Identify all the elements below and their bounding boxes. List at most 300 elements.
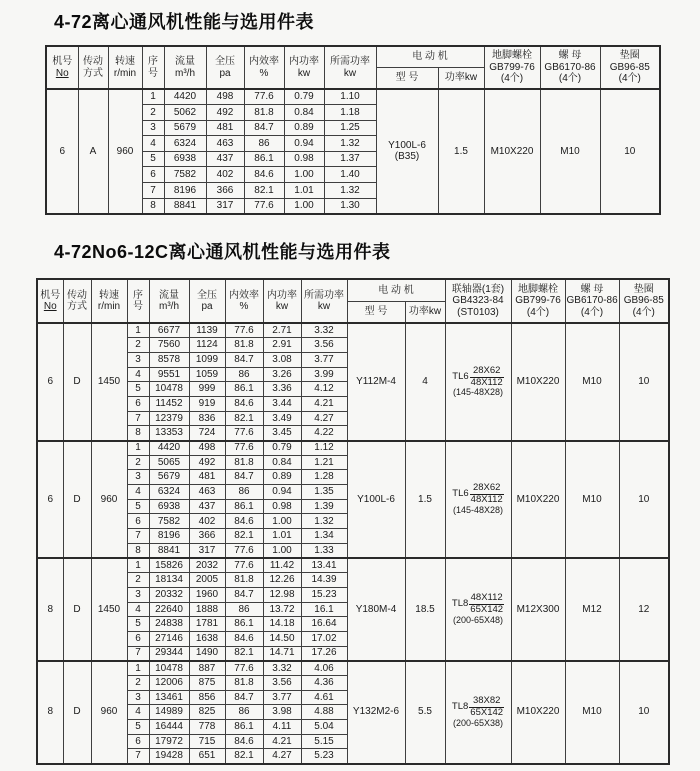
col-header-fan-no: 机号 No [37, 279, 63, 323]
pressure-cell: 1490 [189, 646, 225, 661]
internal-power-cell: 3.36 [263, 382, 301, 397]
washer-cell: 10 [600, 89, 660, 214]
required-power-cell: 15.23 [301, 587, 347, 602]
required-power-cell: 4.27 [301, 411, 347, 426]
required-power-cell: 3.99 [301, 367, 347, 382]
seq-cell: 8 [127, 543, 149, 558]
motor-model-cell: Y180M-4 [347, 558, 405, 661]
col-header-motor-power: 功率kw [405, 301, 445, 323]
seq-cell: 4 [127, 485, 149, 500]
efficiency-cell: 77.6 [244, 198, 284, 214]
col-header-drive: 传动 方式 [63, 279, 91, 323]
seq-cell: 6 [127, 734, 149, 749]
internal-power-cell: 3.32 [263, 661, 301, 676]
flow-cell: 9551 [149, 367, 189, 382]
col-header-anchor-bolt: 地脚螺栓 GB799-76 (4个) [511, 279, 565, 323]
efficiency-cell: 77.6 [244, 89, 284, 105]
required-power-cell: 14.39 [301, 573, 347, 588]
pressure-cell: 492 [206, 105, 244, 121]
flow-cell: 29344 [149, 646, 189, 661]
required-power-cell: 4.12 [301, 382, 347, 397]
pressure-cell: 366 [189, 529, 225, 544]
efficiency-cell: 84.7 [225, 690, 263, 705]
flow-cell: 4420 [149, 441, 189, 456]
pressure-cell: 1124 [189, 338, 225, 353]
pressure-cell: 999 [189, 382, 225, 397]
pressure-cell: 825 [189, 705, 225, 720]
required-power-cell: 1.35 [301, 485, 347, 500]
efficiency-cell: 84.7 [225, 470, 263, 485]
col-header-motor-power: 功率kw [438, 67, 484, 89]
efficiency-cell: 77.6 [225, 543, 263, 558]
bolt-cell: M10X220 [511, 323, 565, 441]
flow-cell: 12006 [149, 676, 189, 691]
data-row [37, 441, 669, 456]
col-header-efficiency: 内效率 % [244, 46, 284, 89]
internal-power-cell: 3.77 [263, 690, 301, 705]
seq-cell: 7 [127, 411, 149, 426]
washer-cell: 10 [619, 323, 669, 441]
internal-power-cell: 0.94 [263, 485, 301, 500]
fan-no-cell: 6 [37, 441, 63, 559]
seq-cell: 4 [142, 136, 164, 152]
internal-power-cell: 1.00 [263, 543, 301, 558]
efficiency-cell: 84.7 [225, 352, 263, 367]
internal-power-cell: 0.89 [263, 470, 301, 485]
col-header-motor-group: 电 动 机 [376, 46, 484, 67]
pressure-cell: 437 [189, 499, 225, 514]
pressure-cell: 317 [189, 543, 225, 558]
required-power-cell: 1.10 [324, 89, 376, 105]
internal-power-cell: 12.26 [263, 573, 301, 588]
motor-power-cell: 5.5 [405, 661, 445, 764]
efficiency-cell: 86.1 [225, 720, 263, 735]
motor-model-cell: Y132M2-6 [347, 661, 405, 764]
internal-power-cell: 4.11 [263, 720, 301, 735]
internal-power-cell: 3.98 [263, 705, 301, 720]
efficiency-cell: 86 [244, 136, 284, 152]
fan-performance-table-4-72 [45, 45, 661, 215]
efficiency-cell: 84.6 [244, 167, 284, 183]
efficiency-cell: 86.1 [225, 499, 263, 514]
seq-cell: 2 [127, 455, 149, 470]
col-header-motor-group: 电 动 机 [347, 279, 445, 301]
required-power-cell: 1.39 [301, 499, 347, 514]
col-header-pressure: 全压 pa [206, 46, 244, 89]
fan-no-cell: 8 [37, 661, 63, 764]
pressure-cell: 836 [189, 411, 225, 426]
nut-cell: M12 [565, 558, 619, 661]
seq-cell: 5 [127, 499, 149, 514]
efficiency-cell: 77.6 [225, 558, 263, 573]
flow-cell: 11452 [149, 396, 189, 411]
required-power-cell: 1.33 [301, 543, 347, 558]
pressure-cell: 317 [206, 198, 244, 214]
seq-cell: 2 [142, 105, 164, 121]
internal-power-cell: 1.00 [284, 167, 324, 183]
col-header-speed: 转速 r/min [91, 279, 127, 323]
required-power-cell: 1.25 [324, 120, 376, 136]
seq-cell: 2 [127, 338, 149, 353]
speed-cell: 1450 [91, 323, 127, 441]
seq-cell: 1 [142, 89, 164, 105]
speed-cell: 960 [108, 89, 142, 214]
internal-power-cell: 0.79 [263, 441, 301, 456]
flow-cell: 6938 [149, 499, 189, 514]
seq-cell: 1 [127, 661, 149, 676]
coupling-cell: TL8 $\frac{48X112}{65X142}$ (200-65X48) [445, 558, 511, 661]
col-header-seq: 序 号 [142, 46, 164, 89]
col-header-required-power: 所需功率 kw [301, 279, 347, 323]
required-power-cell: 16.1 [301, 602, 347, 617]
washer-cell: 10 [619, 661, 669, 764]
seq-cell: 4 [127, 602, 149, 617]
motor-power-cell: 1.5 [438, 89, 484, 214]
nut-cell: M10 [565, 323, 619, 441]
flow-cell: 7560 [149, 338, 189, 353]
required-power-cell: 1.34 [301, 529, 347, 544]
required-power-cell: 5.04 [301, 720, 347, 735]
internal-power-cell: 1.00 [284, 198, 324, 214]
col-header-power: 内功率 kw [263, 279, 301, 323]
internal-power-cell: 2.71 [263, 323, 301, 338]
seq-cell: 3 [127, 352, 149, 367]
seq-cell: 4 [127, 367, 149, 382]
efficiency-cell: 82.1 [225, 411, 263, 426]
col-header-motor-model: 型 号 [376, 67, 438, 89]
required-power-cell: 3.32 [301, 323, 347, 338]
data-row [37, 323, 669, 338]
flow-cell: 6324 [149, 485, 189, 500]
drive-mode-cell: D [63, 558, 91, 661]
speed-cell: 1450 [91, 558, 127, 661]
flow-cell: 5679 [164, 120, 206, 136]
internal-power-cell: 3.44 [263, 396, 301, 411]
efficiency-cell: 82.1 [225, 646, 263, 661]
col-header-coupling: 联轴器(1套) GB4323-84 (ST0103) [445, 279, 511, 323]
motor-power-cell: 4 [405, 323, 445, 441]
drive-mode-cell: A [78, 89, 108, 214]
efficiency-cell: 86.1 [225, 617, 263, 632]
data-row [37, 661, 669, 676]
flow-cell: 13461 [149, 690, 189, 705]
internal-power-cell: 3.56 [263, 676, 301, 691]
efficiency-cell: 77.6 [225, 441, 263, 456]
internal-power-cell: 1.01 [284, 183, 324, 199]
flow-cell: 5062 [164, 105, 206, 121]
col-header-efficiency: 内效率 % [225, 279, 263, 323]
flow-cell: 6677 [149, 323, 189, 338]
motor-model-cell: Y100L-6 [347, 441, 405, 559]
drive-mode-cell: D [63, 323, 91, 441]
pressure-cell: 492 [189, 455, 225, 470]
pressure-cell: 498 [189, 441, 225, 456]
flow-cell: 19428 [149, 749, 189, 764]
col-header-motor-model: 型 号 [347, 301, 405, 323]
seq-cell: 6 [127, 396, 149, 411]
pressure-cell: 724 [189, 426, 225, 441]
flow-cell: 24838 [149, 617, 189, 632]
required-power-cell: 1.40 [324, 167, 376, 183]
efficiency-cell: 86 [225, 367, 263, 382]
motor-model-cell: Y112M-4 [347, 323, 405, 441]
col-header-required-power: 所需功率 kw [324, 46, 376, 89]
table2-title: 4-72No6-12C离心通风机性能与选用件表 [54, 242, 391, 262]
drive-mode-cell: D [63, 441, 91, 559]
motor-model-cell: Y100L-6 (B35) [376, 89, 438, 214]
efficiency-cell: 77.6 [225, 661, 263, 676]
internal-power-cell: 0.84 [284, 105, 324, 121]
required-power-cell: 1.32 [324, 136, 376, 152]
bolt-cell: M12X300 [511, 558, 565, 661]
internal-power-cell: 3.49 [263, 411, 301, 426]
pressure-cell: 875 [189, 676, 225, 691]
pressure-cell: 402 [206, 167, 244, 183]
flow-cell: 12379 [149, 411, 189, 426]
required-power-cell: 1.32 [301, 514, 347, 529]
col-header-speed: 转速 r/min [108, 46, 142, 89]
internal-power-cell: 0.89 [284, 120, 324, 136]
nut-cell: M10 [540, 89, 600, 214]
bolt-cell: M10X220 [511, 441, 565, 559]
seq-cell: 5 [142, 151, 164, 167]
required-power-cell: 1.21 [301, 455, 347, 470]
col-header-washer: 垫圈 GB96-85 (4个) [600, 46, 660, 89]
flow-cell: 18134 [149, 573, 189, 588]
col-header-washer: 垫圈 GB96-85 (4个) [619, 279, 669, 323]
required-power-cell: 4.22 [301, 426, 347, 441]
internal-power-cell: 0.98 [284, 151, 324, 167]
nut-cell: M10 [565, 441, 619, 559]
efficiency-cell: 84.6 [225, 631, 263, 646]
internal-power-cell: 11.42 [263, 558, 301, 573]
efficiency-cell: 86 [225, 485, 263, 500]
pressure-cell: 366 [206, 183, 244, 199]
required-power-cell: 1.32 [324, 183, 376, 199]
pressure-cell: 651 [189, 749, 225, 764]
bolt-cell: M10X220 [484, 89, 540, 214]
internal-power-cell: 3.26 [263, 367, 301, 382]
seq-cell: 3 [127, 690, 149, 705]
flow-cell: 8196 [164, 183, 206, 199]
fan-performance-table-4-72no6-12c [36, 278, 670, 765]
pressure-cell: 1099 [189, 352, 225, 367]
flow-cell: 4420 [164, 89, 206, 105]
required-power-cell: 5.23 [301, 749, 347, 764]
nut-cell: M10 [565, 661, 619, 764]
required-power-cell: 1.12 [301, 441, 347, 456]
pressure-cell: 437 [206, 151, 244, 167]
internal-power-cell: 0.84 [263, 455, 301, 470]
efficiency-cell: 77.6 [225, 426, 263, 441]
efficiency-cell: 84.6 [225, 396, 263, 411]
speed-cell: 960 [91, 661, 127, 764]
efficiency-cell: 86 [225, 602, 263, 617]
efficiency-cell: 81.8 [225, 338, 263, 353]
table1-title: 4-72离心通风机性能与选用件表 [54, 12, 315, 32]
internal-power-cell: 14.71 [263, 646, 301, 661]
pressure-cell: 1059 [189, 367, 225, 382]
internal-power-cell: 1.01 [263, 529, 301, 544]
seq-cell: 6 [127, 631, 149, 646]
pressure-cell: 856 [189, 690, 225, 705]
flow-cell: 22640 [149, 602, 189, 617]
data-row [37, 558, 669, 573]
pressure-cell: 1638 [189, 631, 225, 646]
col-header-nut: 螺 母 GB6170-86 (4个) [565, 279, 619, 323]
efficiency-cell: 81.8 [225, 455, 263, 470]
motor-power-cell: 1.5 [405, 441, 445, 559]
efficiency-cell: 84.7 [225, 587, 263, 602]
motor-power-cell: 18.5 [405, 558, 445, 661]
flow-cell: 7582 [149, 514, 189, 529]
pressure-cell: 2005 [189, 573, 225, 588]
efficiency-cell: 82.1 [225, 749, 263, 764]
internal-power-cell: 14.50 [263, 631, 301, 646]
internal-power-cell: 13.72 [263, 602, 301, 617]
flow-cell: 7582 [164, 167, 206, 183]
seq-cell: 1 [127, 323, 149, 338]
efficiency-cell: 84.6 [225, 734, 263, 749]
pressure-cell: 463 [189, 485, 225, 500]
efficiency-cell: 86 [225, 705, 263, 720]
flow-cell: 17972 [149, 734, 189, 749]
internal-power-cell: 0.79 [284, 89, 324, 105]
pressure-cell: 887 [189, 661, 225, 676]
flow-cell: 10478 [149, 661, 189, 676]
required-power-cell: 1.30 [324, 198, 376, 214]
required-power-cell: 1.28 [301, 470, 347, 485]
seq-cell: 3 [127, 470, 149, 485]
efficiency-cell: 84.6 [225, 514, 263, 529]
internal-power-cell: 2.91 [263, 338, 301, 353]
seq-cell: 3 [142, 120, 164, 136]
internal-power-cell: 4.21 [263, 734, 301, 749]
internal-power-cell: 14.18 [263, 617, 301, 632]
flow-cell: 8841 [164, 198, 206, 214]
internal-power-cell: 12.98 [263, 587, 301, 602]
internal-power-cell: 0.98 [263, 499, 301, 514]
flow-cell: 20332 [149, 587, 189, 602]
pressure-cell: 1139 [189, 323, 225, 338]
required-power-cell: 4.36 [301, 676, 347, 691]
seq-cell: 7 [127, 646, 149, 661]
col-header-fan-no: 机号 No [46, 46, 78, 89]
seq-cell: 8 [127, 426, 149, 441]
efficiency-cell: 86.1 [225, 382, 263, 397]
pressure-cell: 715 [189, 734, 225, 749]
pressure-cell: 778 [189, 720, 225, 735]
required-power-cell: 4.21 [301, 396, 347, 411]
required-power-cell: 4.61 [301, 690, 347, 705]
col-header-pressure: 全压 pa [189, 279, 225, 323]
required-power-cell: 3.56 [301, 338, 347, 353]
fan-no-cell: 8 [37, 558, 63, 661]
required-power-cell: 4.88 [301, 705, 347, 720]
flow-cell: 6938 [164, 151, 206, 167]
efficiency-cell: 84.7 [244, 120, 284, 136]
efficiency-cell: 81.8 [225, 573, 263, 588]
seq-cell: 5 [127, 382, 149, 397]
required-power-cell: 16.64 [301, 617, 347, 632]
efficiency-cell: 77.6 [225, 323, 263, 338]
seq-cell: 1 [127, 558, 149, 573]
seq-cell: 2 [127, 573, 149, 588]
bolt-cell: M10X220 [511, 661, 565, 764]
pressure-cell: 481 [206, 120, 244, 136]
seq-cell: 7 [127, 529, 149, 544]
efficiency-cell: 82.1 [244, 183, 284, 199]
pressure-cell: 1960 [189, 587, 225, 602]
pressure-cell: 1888 [189, 602, 225, 617]
required-power-cell: 17.26 [301, 646, 347, 661]
col-header-nut: 螺 母 GB6170-86 (4个) [540, 46, 600, 89]
required-power-cell: 3.77 [301, 352, 347, 367]
seq-cell: 5 [127, 617, 149, 632]
flow-cell: 14989 [149, 705, 189, 720]
flow-cell: 8196 [149, 529, 189, 544]
coupling-cell: TL6 $\frac{28X62}{48X112}$ (145-48X28) [445, 441, 511, 559]
flow-cell: 8578 [149, 352, 189, 367]
seq-cell: 8 [142, 198, 164, 214]
speed-cell: 960 [91, 441, 127, 559]
internal-power-cell: 1.00 [263, 514, 301, 529]
coupling-cell: TL6 $\frac{28X62}{48X112}$ (145-48X28) [445, 323, 511, 441]
washer-cell: 10 [619, 441, 669, 559]
required-power-cell: 13.41 [301, 558, 347, 573]
internal-power-cell: 4.27 [263, 749, 301, 764]
pressure-cell: 481 [189, 470, 225, 485]
seq-cell: 5 [127, 720, 149, 735]
pressure-cell: 498 [206, 89, 244, 105]
required-power-cell: 1.37 [324, 151, 376, 167]
fan-no-cell: 6 [37, 323, 63, 441]
data-row [46, 89, 660, 105]
required-power-cell: 1.18 [324, 105, 376, 121]
pressure-cell: 919 [189, 396, 225, 411]
required-power-cell: 5.15 [301, 734, 347, 749]
internal-power-cell: 3.08 [263, 352, 301, 367]
flow-cell: 10478 [149, 382, 189, 397]
pressure-cell: 2032 [189, 558, 225, 573]
seq-cell: 2 [127, 676, 149, 691]
efficiency-cell: 82.1 [225, 529, 263, 544]
drive-mode-cell: D [63, 661, 91, 764]
efficiency-cell: 81.8 [225, 676, 263, 691]
col-header-drive: 传动 方式 [78, 46, 108, 89]
required-power-cell: 17.02 [301, 631, 347, 646]
seq-cell: 7 [142, 183, 164, 199]
seq-cell: 6 [142, 167, 164, 183]
efficiency-cell: 86.1 [244, 151, 284, 167]
col-header-flow: 流量 m³/h [164, 46, 206, 89]
washer-cell: 12 [619, 558, 669, 661]
flow-cell: 16444 [149, 720, 189, 735]
coupling-cell: TL8 $\frac{38X82}{65X142}$ (200-65X38) [445, 661, 511, 764]
col-header-flow: 流量 m³/h [149, 279, 189, 323]
flow-cell: 5065 [149, 455, 189, 470]
flow-cell: 27146 [149, 631, 189, 646]
flow-cell: 13353 [149, 426, 189, 441]
internal-power-cell: 0.94 [284, 136, 324, 152]
seq-cell: 3 [127, 587, 149, 602]
flow-cell: 6324 [164, 136, 206, 152]
efficiency-cell: 81.8 [244, 105, 284, 121]
internal-power-cell: 3.45 [263, 426, 301, 441]
seq-cell: 4 [127, 705, 149, 720]
seq-cell: 1 [127, 441, 149, 456]
flow-cell: 5679 [149, 470, 189, 485]
